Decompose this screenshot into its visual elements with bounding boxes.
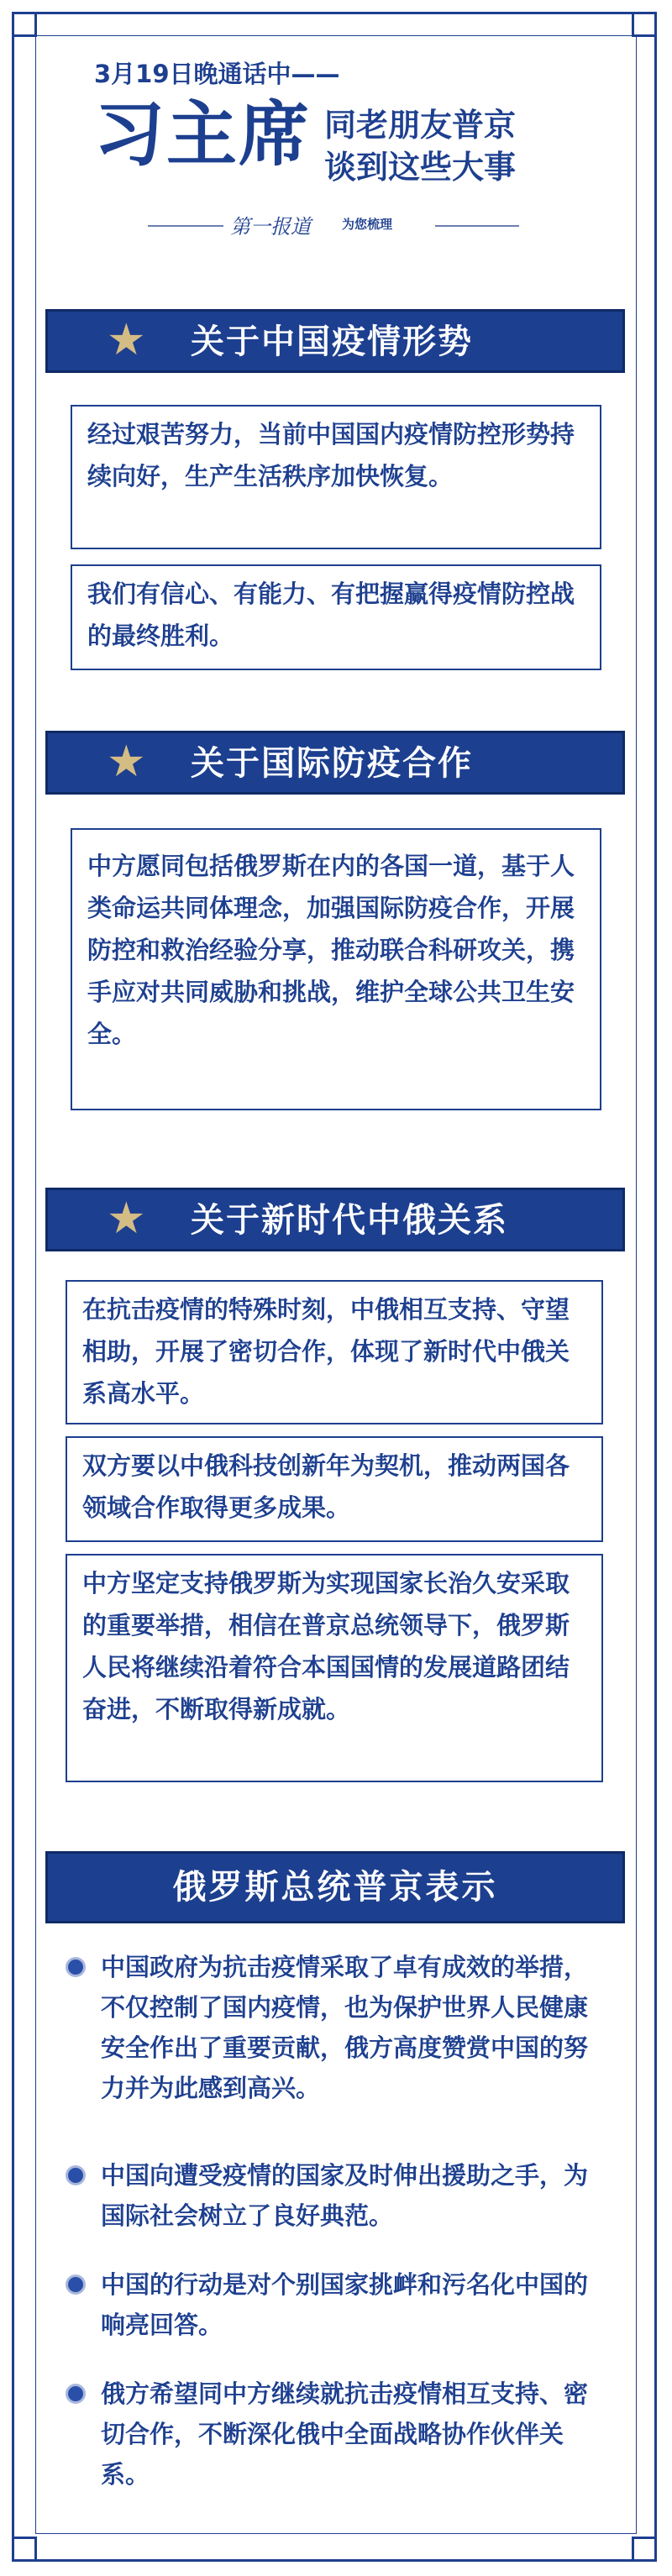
bullet-dot-icon [66,2165,86,2185]
paragraph-box [71,828,601,1110]
bullet-dot-icon [66,2384,86,2404]
bullet-text: 中国的行动是对个别国家挑衅和污名化中国的响亮回答。 [101,2270,589,2339]
paragraph-text: 我们有信心、有能力、有把握赢得疫情防控战的最终胜利。 [87,580,575,650]
sub-line-right [435,225,519,227]
paragraph-text: 经过艰苦努力，当前中国国内疫情防控形势持续向好，生产生活秩序加快恢复。 [87,420,575,491]
paragraph-box [66,1554,603,1782]
star-icon: ★ [107,1194,146,1244]
bullet-item [66,2264,603,2345]
bullet-text: 中国政府为抗击疫情采取了卓有成效的举措，不仅控制了国内疫情，也为保护世界人民健康安全作出了重要贡献，俄方高度赞赏中国的努力并为此感到高兴。 [101,1953,589,2102]
header-big-title: 习主席 [94,93,312,176]
section-title: 关于国际防疫合作 [191,744,473,783]
paragraph-box [71,405,601,549]
sub-line-left [148,225,223,227]
corner-bottom-right [632,2537,657,2562]
star-icon: ★ [107,737,146,787]
date-line: 3月19日晚通话中—— [94,60,340,88]
sub-small-text: 为您梳理 [342,217,393,232]
corner-top-right [632,12,657,37]
paragraph-text: 在抗击疫情的特殊时刻，中俄相互支持、守望相助，开展了密切合作，体现了新时代中俄关系高水平。 [82,1295,570,1408]
section-banner-china-russia-relations [45,1188,625,1251]
header-right-title [324,104,516,188]
bullet-item [66,1947,603,2108]
corner-bottom-left [12,2537,37,2562]
bullet-text: 俄方希望同中方继续就抗击疫情相互支持、密切合作，不断深化俄中全面战略协作伙伴关系。 [101,2379,589,2489]
bullet-text: 中国向遭受疫情的国家及时伸出援助之手，为国际社会树立了良好典范。 [101,2161,589,2230]
section-title: 俄罗斯总统普京表示 [172,1868,498,1907]
section-title: 关于新时代中俄关系 [191,1201,508,1240]
section-banner-china-epidemic [45,309,625,373]
section-banner-putin [45,1851,625,1923]
bullet-item [66,2374,603,2495]
paragraph-text: 双方要以中俄科技创新年为契机，推动两国各领域合作取得更多成果。 [82,1451,570,1522]
section-title: 关于中国疫情形势 [191,323,473,361]
paragraph-box [66,1436,603,1542]
paragraph-text: 中方坚定支持俄罗斯为实现国家长治久安采取的重要举措，相信在普京总统领导下，俄罗斯人民将继续沿着符合本国国情的发展道路团结奋进，不断取得新成就。 [82,1569,570,1723]
paragraph-box [71,564,601,670]
header-right-line-2: 谈到这些大事 [324,149,517,186]
bullet-dot-icon [66,2274,86,2295]
star-icon: ★ [107,315,146,365]
sub-script-text: 第一报道 [230,215,311,239]
bullet-item [66,2155,603,2236]
corner-top-left [12,12,37,37]
bullet-dot-icon [66,1957,86,1977]
section-banner-international-cooperation [45,731,625,795]
paragraph-text: 中方愿同包括俄罗斯在内的各国一道，基于人类命运共同体理念，加强国际防疫合作，开展防控和救治经验分享，推动联合科研攻关，携手应对共同威胁和挑战，维护全球公共卫生安全。 [87,852,575,1048]
paragraph-box [66,1280,603,1424]
header-right-line-1: 同老朋友普京 [324,107,517,144]
